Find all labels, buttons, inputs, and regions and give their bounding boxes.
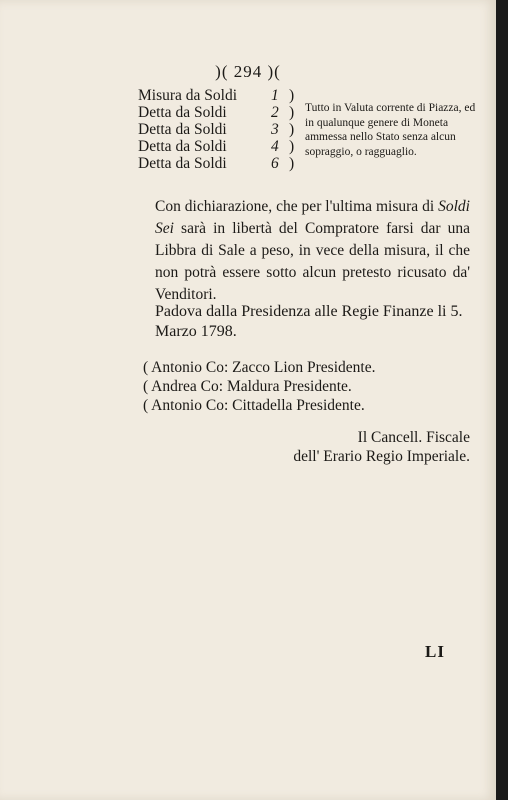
place-date: Padova dalla Presidenza alle Regie Finanze li 5. Marzo 1798. — [155, 303, 463, 340]
paragraph-text-cont: sarà in libertà del Compratore farsi dar una Libbra di Sale a peso, in vece della misura, il che non potrà essere sotto alcun pretesto ricusato da' Venditori. — [155, 220, 470, 303]
catchword: LI — [425, 642, 445, 661]
currency-note: Tutto in Valuta corrente di Piazza, ed in qualunque genere di Moneta ammessa nello Stato senza alcun sopraggio, o ragguaglio. — [305, 102, 476, 158]
chancellor-signature — [200, 428, 470, 466]
measure-row — [138, 155, 301, 172]
chancellor-line-1: Il Cancell. Fiscale — [357, 429, 470, 446]
measures-list — [138, 87, 301, 172]
measure-number: 2 — [271, 104, 279, 121]
page-edge-shadow — [496, 0, 508, 800]
measure-row — [138, 121, 301, 138]
president-line: ( Antonio Co: Cittadella Presidente. — [143, 397, 365, 414]
measure-bracket: ) — [289, 138, 295, 155]
measure-name: Detta da Soldi — [138, 121, 227, 138]
measure-bracket: ) — [289, 104, 295, 121]
paragraph-text: Con dichiarazione, che per l'ultima misura di — [155, 198, 439, 215]
presidents-list — [143, 358, 375, 415]
measure-row — [138, 104, 301, 121]
measure-number: 1 — [271, 87, 279, 104]
measure-name: Detta da Soldi — [138, 155, 227, 172]
measure-row — [138, 138, 301, 155]
measure-bracket: ) — [289, 121, 295, 138]
president-line: ( Andrea Co: Maldura Presidente. — [143, 378, 352, 395]
bleed-through — [150, 480, 470, 510]
measure-bracket: ) — [289, 87, 295, 104]
measure-bracket: ) — [289, 155, 295, 172]
measure-name: Detta da Soldi — [138, 138, 227, 155]
measure-number: 6 — [271, 155, 279, 172]
page-number: )( 294 )( — [215, 62, 281, 81]
president-line: ( Antonio Co: Zacco Lion Presidente. — [143, 359, 376, 376]
measure-name: Misura da Soldi — [138, 87, 238, 104]
chancellor-line-2: dell' Erario Regio Imperiale. — [293, 448, 470, 465]
measure-number: 4 — [271, 138, 279, 155]
declaration-paragraph — [155, 196, 470, 306]
measure-number: 3 — [271, 121, 279, 138]
paragraph-italic: Soldi Sei — [155, 198, 470, 237]
measure-name: Detta da Soldi — [138, 104, 227, 121]
measure-row — [138, 87, 301, 104]
